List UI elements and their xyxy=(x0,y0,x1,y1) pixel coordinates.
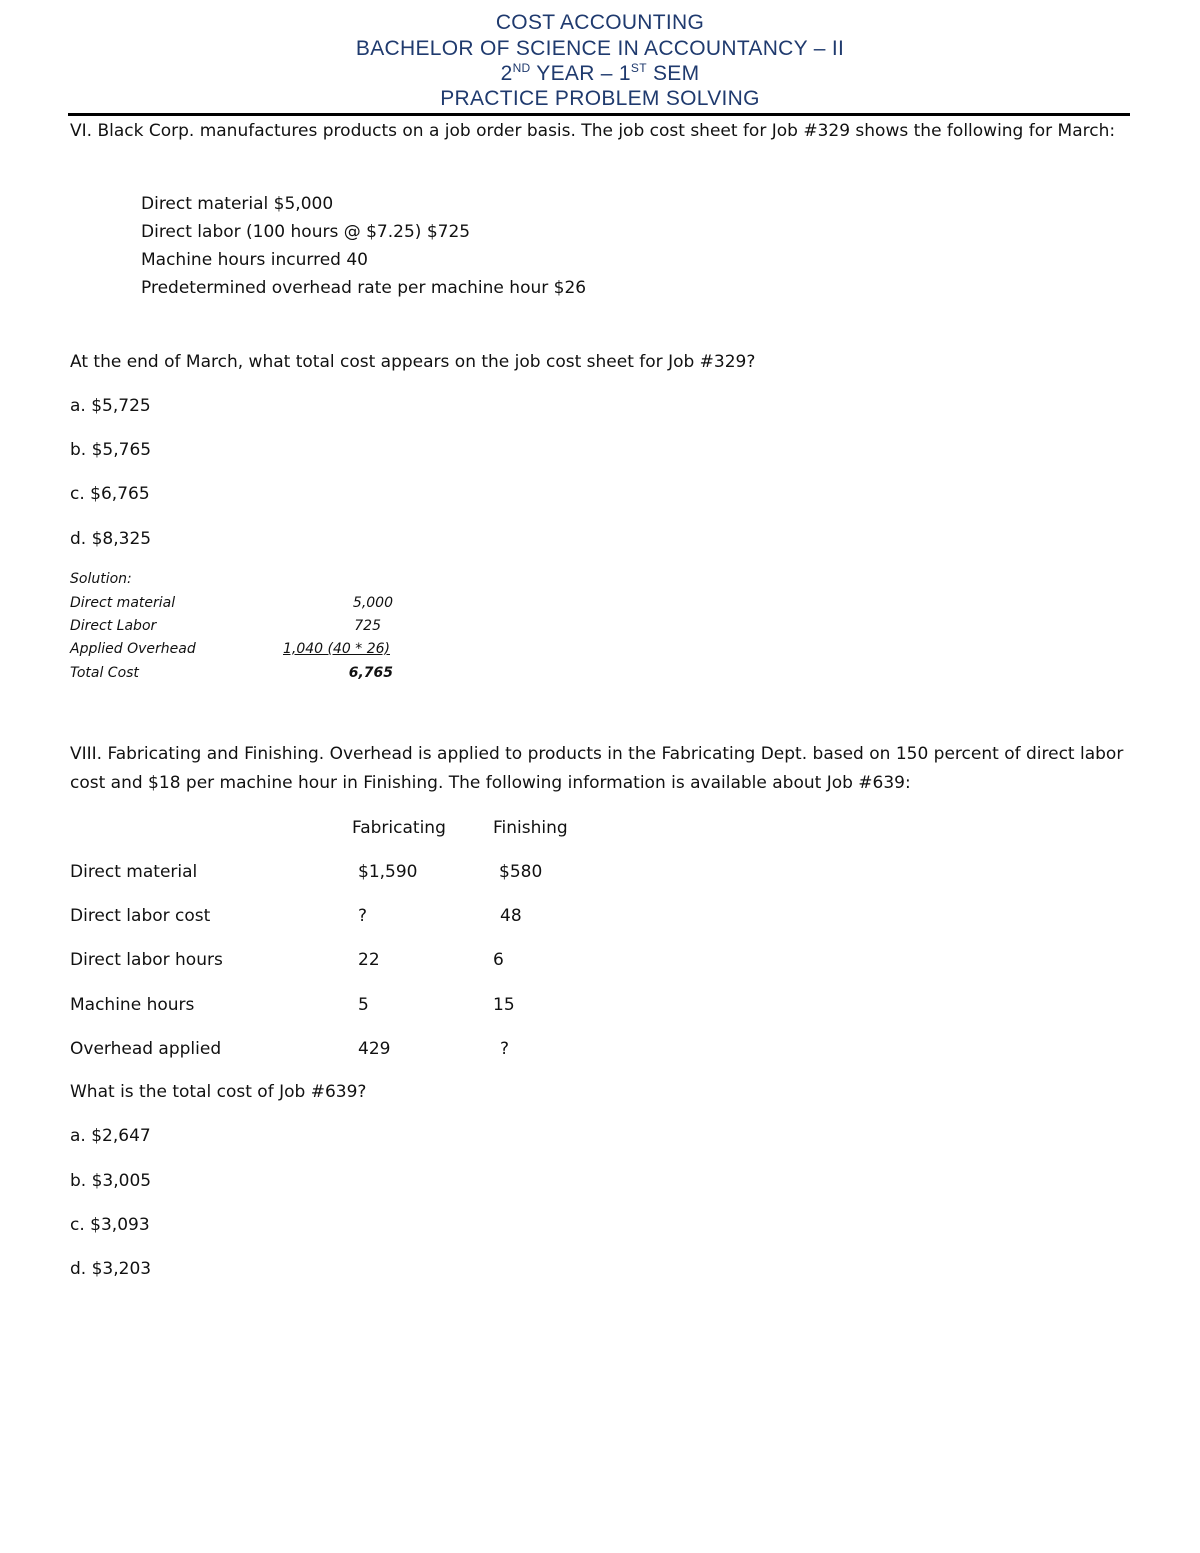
program-title: BACHELOR OF SCIENCE IN ACCOUNTANCY – II xyxy=(355,37,845,60)
problem-viii-intro: VIII. Fabricating and Finishing. Overhead is applied to products in the Fabricating Dept. based on 150 percent of direct labor cost and $18 per machine hour in Finishing. The following information is available about Job #639: xyxy=(70,744,1124,793)
table-cell: 22 xyxy=(358,950,380,970)
problem-viii-question: What is the total cost of Job #639? xyxy=(70,1082,367,1102)
table-cell: $580 xyxy=(499,862,543,882)
problem-vi-choice-a: a. $5,725 xyxy=(70,396,151,416)
table-cell: $1,590 xyxy=(358,862,418,882)
problem-vi-detail: Predetermined overhead rate per machine hour $26 xyxy=(141,278,587,298)
table-col-header: Finishing xyxy=(493,818,568,838)
solution-total: 6,765 xyxy=(348,665,393,681)
table-cell: 15 xyxy=(493,995,515,1015)
solution-label: Direct Labor xyxy=(70,618,157,634)
solution-value: 725 xyxy=(354,618,381,634)
solution-value: 1,040 (40 * 26) xyxy=(283,641,390,657)
problem-viii-choice-c: c. $3,093 xyxy=(70,1215,150,1235)
problem-vi-detail: Direct material $5,000 xyxy=(141,194,334,214)
table-cell: 5 xyxy=(358,995,369,1015)
table-cell: ? xyxy=(358,906,368,926)
table-row-label: Direct material xyxy=(70,862,198,882)
solution-heading: Solution: xyxy=(70,571,132,587)
header-divider xyxy=(68,113,1130,116)
year-semester: 2ND YEAR – 1ST SEM xyxy=(500,61,700,85)
problem-vi-question: At the end of March, what total cost appears on the job cost sheet for Job #329? xyxy=(70,352,756,372)
solution-label: Applied Overhead xyxy=(70,641,196,657)
problem-viii-choice-d: d. $3,203 xyxy=(70,1259,152,1279)
problem-vi-intro: VI. Black Corp. manufactures products on a job order basis. The job cost sheet for Job #329 shows the following for March: xyxy=(70,121,1116,141)
table-row-label: Overhead applied xyxy=(70,1039,222,1059)
table-row-label: Machine hours xyxy=(70,995,195,1015)
table-cell: 429 xyxy=(358,1039,391,1059)
table-row-label: Direct labor cost xyxy=(70,906,211,926)
problem-viii-choice-a: a. $2,647 xyxy=(70,1126,151,1146)
table-cell: ? xyxy=(500,1039,510,1059)
problem-viii-choice-b: b. $3,005 xyxy=(70,1171,152,1191)
solution-label: Total Cost xyxy=(70,665,139,681)
problem-vi-choice-c: c. $6,765 xyxy=(70,484,150,504)
solution-value: 5,000 xyxy=(352,595,393,611)
course-title: COST ACCOUNTING xyxy=(495,11,705,34)
table-row-label: Direct labor hours xyxy=(70,950,223,970)
problem-vi-choice-b: b. $5,765 xyxy=(70,440,152,460)
problem-vi-detail: Direct labor (100 hours @ $7.25) $725 xyxy=(141,222,471,242)
solution-label: Direct material xyxy=(70,595,176,611)
problem-vi-choice-d: d. $8,325 xyxy=(70,529,152,549)
problem-vi-detail: Machine hours incurred 40 xyxy=(141,250,368,270)
section-title: PRACTICE PROBLEM SOLVING xyxy=(440,87,760,110)
table-cell: 48 xyxy=(500,906,522,926)
table-col-header: Fabricating xyxy=(352,818,446,838)
table-cell: 6 xyxy=(493,950,504,970)
